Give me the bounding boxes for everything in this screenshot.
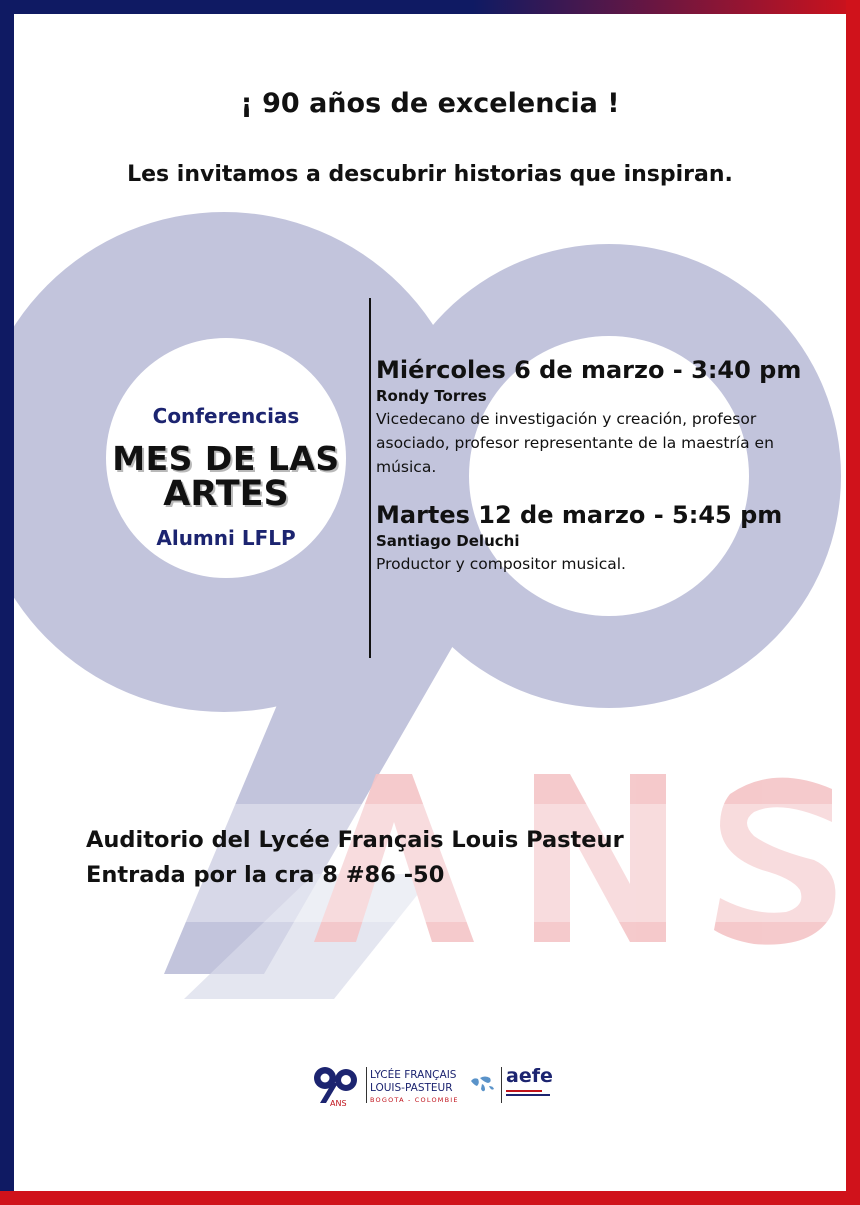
logo-separator xyxy=(366,1067,367,1103)
event-item xyxy=(376,500,806,576)
event-item xyxy=(376,355,806,479)
lycee-name-line1: LYCÉE FRANÇAIS xyxy=(370,1069,457,1081)
event-date: Martes 12 de marzo - 5:45 pm xyxy=(376,501,783,529)
svg-text:ANS: ANS xyxy=(330,1099,347,1107)
lycee-90-logo xyxy=(312,1063,360,1107)
subline: Les invitamos a descubrir historias que inspiran. xyxy=(127,162,733,187)
venue-name: Auditorio del Lycée Français Louis Pasteur xyxy=(86,827,624,853)
event-badge xyxy=(106,338,346,578)
lycee-name-line2: LOUIS-PASTEUR xyxy=(370,1082,453,1094)
ninety-ans-background-graphic xyxy=(14,14,846,1191)
venue-entrance: Entrada por la cra 8 #86 -50 xyxy=(86,862,445,888)
badge-line-conferencias: Conferencias xyxy=(152,404,300,428)
event-speaker: Rondy Torres xyxy=(376,387,487,405)
event-speaker: Santiago Deluchi xyxy=(376,532,520,550)
aefe-logo-text: aefe xyxy=(506,1065,553,1087)
event-speaker-role: Productor y compositor musical. xyxy=(376,555,626,573)
lycee-city: BOGOTA - COLOMBIE xyxy=(370,1096,459,1104)
frame-top-border xyxy=(0,0,860,14)
logo-strip xyxy=(312,1063,562,1107)
divider-line xyxy=(369,298,371,658)
event-date: Miércoles 6 de marzo - 3:40 pm xyxy=(376,356,802,384)
headline: ¡ 90 años de excelencia ! xyxy=(240,88,620,119)
badge-line-mes-de-las: MES DE LAS xyxy=(112,439,340,478)
badge-line-alumni: Alumni LFLP xyxy=(156,526,296,550)
frame-bottom-border xyxy=(0,1191,860,1205)
aefe-tagline-graphic xyxy=(506,1089,558,1099)
event-speaker-role: Vicedecano de investigación y creación, profesor asociado, profesor representante de la maestría en música. xyxy=(376,410,774,476)
logo-separator xyxy=(501,1067,502,1103)
badge-line-artes: ARTES xyxy=(163,474,289,514)
world-map-icon xyxy=(468,1069,498,1099)
venue-block xyxy=(86,823,624,893)
